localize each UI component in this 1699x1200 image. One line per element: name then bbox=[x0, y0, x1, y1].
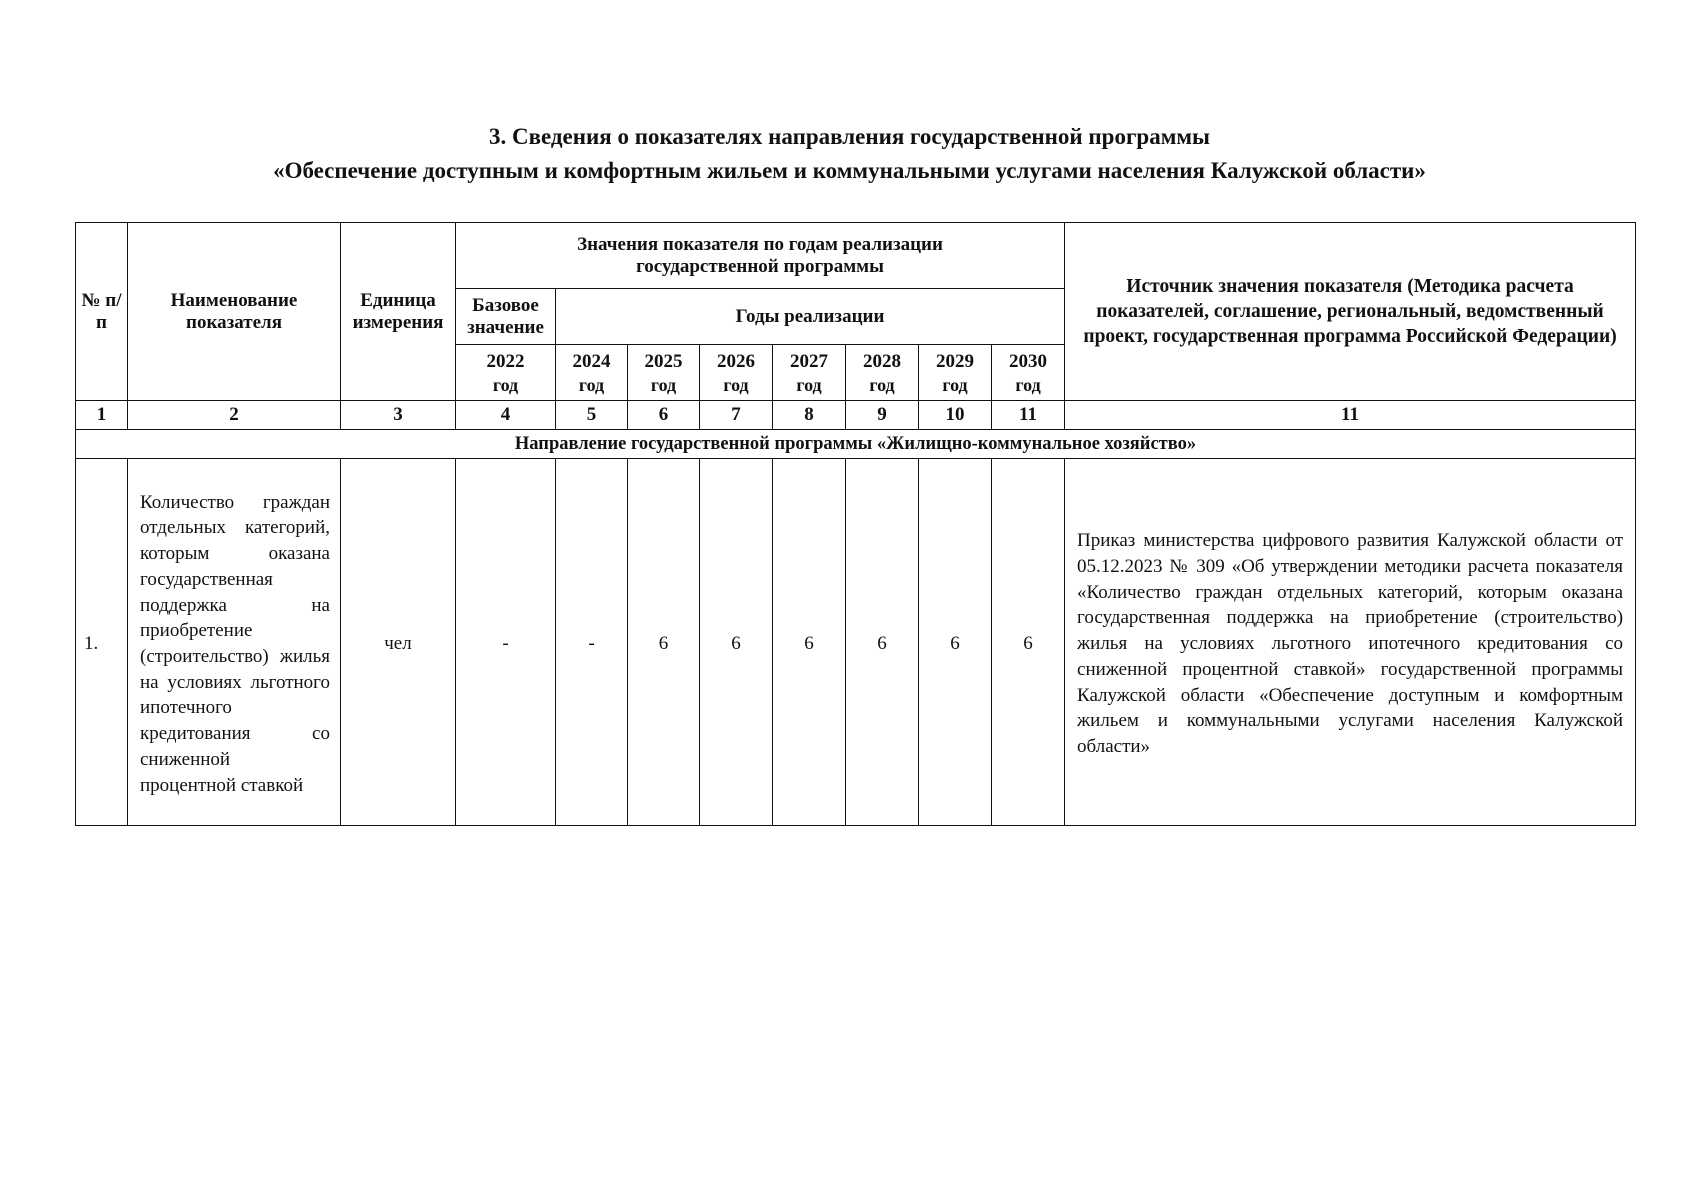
column-number: 11 bbox=[992, 401, 1065, 430]
header-years-group: Годы реализации bbox=[556, 289, 1065, 345]
value-2024: - bbox=[556, 459, 628, 826]
value-2026: 6 bbox=[700, 459, 773, 826]
header-year-2027: 2027 год bbox=[773, 345, 846, 401]
header-number: № п/п bbox=[76, 223, 128, 401]
value-2028: 6 bbox=[846, 459, 919, 826]
value-2025: 6 bbox=[628, 459, 700, 826]
header-base-year: 2022 год bbox=[456, 345, 556, 401]
table-row bbox=[76, 459, 1636, 826]
value-2027: 6 bbox=[773, 459, 846, 826]
page-title bbox=[0, 120, 1699, 188]
column-number: 8 bbox=[773, 401, 846, 430]
column-number: 5 bbox=[556, 401, 628, 430]
indicator-name: Количество граждан отдельных категорий, которым оказана государственная поддержка на приобретение (строительство) жилья на условиях льготного ипотечного кредитования со сниженной процентной ставкой bbox=[128, 459, 341, 826]
header-base: Базовое значение bbox=[456, 289, 556, 345]
column-number: 9 bbox=[846, 401, 919, 430]
header-year-2028: 2028 год bbox=[846, 345, 919, 401]
header-year-2025: 2025 год bbox=[628, 345, 700, 401]
value-2029: 6 bbox=[919, 459, 992, 826]
column-numbers-row bbox=[76, 401, 1636, 430]
column-number: 4 bbox=[456, 401, 556, 430]
value-2030: 6 bbox=[992, 459, 1065, 826]
column-number: 2 bbox=[128, 401, 341, 430]
header-year-2029: 2029 год bbox=[919, 345, 992, 401]
header-unit: Единица измерения bbox=[341, 223, 456, 401]
indicator-unit: чел bbox=[341, 459, 456, 826]
base-value: - bbox=[456, 459, 556, 826]
header-name: Наименование показателя bbox=[128, 223, 341, 401]
page-title-line-1: 3. Сведения о показателях направления государственной программы bbox=[488, 124, 1211, 149]
indicators-table bbox=[75, 222, 1636, 826]
column-number: 11 bbox=[1065, 401, 1636, 430]
column-number: 1 bbox=[76, 401, 128, 430]
section-row bbox=[76, 430, 1636, 459]
page-title-line-2: «Обеспечение доступным и комфортным жильем и коммунальными услугами населения Калужской области» bbox=[273, 158, 1426, 183]
indicator-source: Приказ министерства цифрового развития Калужской области от 05.12.2023 № 309 «Об утверждении методики расчета показателя «Количество граждан отдельных категорий, которым оказана государственная поддержка на приобретение (строительство) жилья на условиях льготного ипотечного кредитования со сниженной процентной ставкой» государственной программы Калужской области «Обеспечение доступным и комфортным жильем и коммунальными услугами населения Калужской области» bbox=[1065, 459, 1636, 826]
column-number: 7 bbox=[700, 401, 773, 430]
row-number: 1. bbox=[76, 459, 128, 826]
column-number: 6 bbox=[628, 401, 700, 430]
header-year-2024: 2024 год bbox=[556, 345, 628, 401]
section-title: Направление государственной программы «Жилищно-коммунальное хозяйство» bbox=[76, 430, 1636, 459]
header-values-group: Значения показателя по годам реализации государственной программы bbox=[456, 223, 1065, 289]
header-year-2026: 2026 год bbox=[700, 345, 773, 401]
header-source: Источник значения показателя (Методика расчета показателей, соглашение, региональный, ведомственный проект, государственная программа Российской Федерации) bbox=[1065, 223, 1636, 401]
column-number: 10 bbox=[919, 401, 992, 430]
header-year-2030: 2030 год bbox=[992, 345, 1065, 401]
column-number: 3 bbox=[341, 401, 456, 430]
